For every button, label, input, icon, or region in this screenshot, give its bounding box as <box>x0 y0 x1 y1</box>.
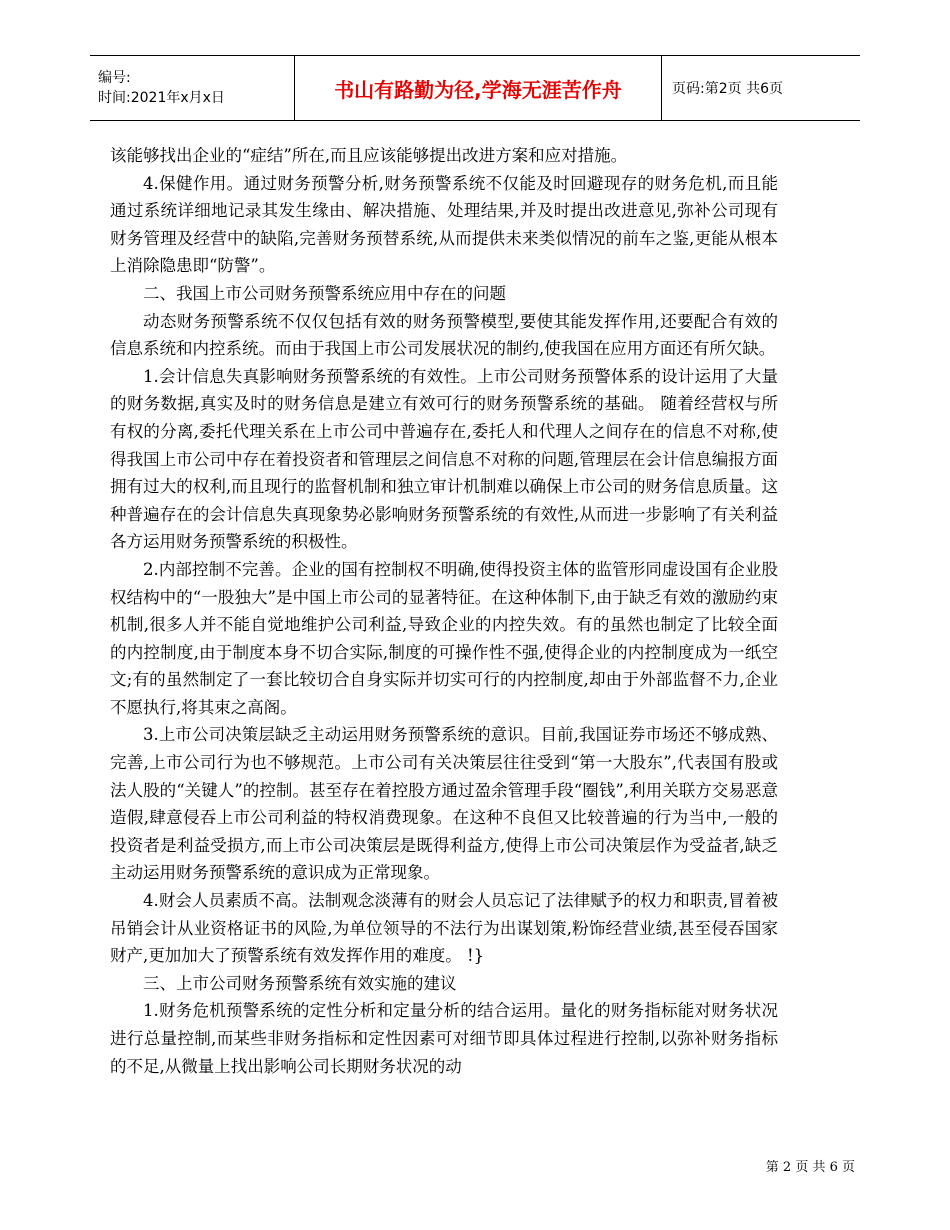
document-body <box>110 142 778 1080</box>
header-meta <box>90 56 295 121</box>
paragraph-decision-layer: 3.上市公司决策层缺乏主动运用财务预警系统的意识。目前,我国证券市场还不够成熟、完善,上市公司行为也不够规范。上市公司有关决策层往往受到“第一大股东”,代表国有股或法人股的“关键人”的控制。甚至存在着控股方通过盈余管理手段“圈钱”,利用关联方交易恶意造假,肆意侵吞上市公司利益的特权消费现象。在这种不良但又比较普遍的行为当中,一般的投资者是利益受损方,而上市公司决策层是既得利益方,使得上市公司决策层作为受益者,缺乏主动运用财务预警系统的意识成为正常现象。 <box>110 725 778 883</box>
header-page-info: 页码:第2页 共6页 <box>662 56 861 121</box>
paragraph-qualitative-quantitative: 1.财务危机预警系统的定性分析和定量分析的结合运用。量化的财务指标能对财务状况进行总量控制,而某些非财务指标和定性因素可对细节即具体过程进行控制,以弥补财务指标的不足,从微量上找出影响公司长期财务状况的动 <box>110 1001 778 1076</box>
paragraph-continuation: 该能够找出企业的“症结”所在,而且应该能够提出改进方案和应对措施。 <box>110 146 628 165</box>
header-motto: 书山有路勤为径,学海无涯苦作舟 <box>295 56 662 121</box>
date-label: 时间:2021年x月x日 <box>98 90 225 106</box>
paragraph-accounting-distortion: 1.会计信息失真影响财务预警系统的有效性。上市公司财务预警体系的设计运用了大量的财务数据,真实及时的财务信息是建立有效可行的财务预警系统的基础。 随着经营权与所有权的分离,委托代理关系在上市公司中普遍存在,委托人和代理人之间存在的信息不对称,使得我国上市公司中存在着投资者和管理层之间信息不对称的问题,管理层在会计信息编报方面拥有过大的权利,而且现行的监督机制和独立审计机制难以确保上市公司的财务信息质量。这种普遍存在的会计信息失真现象势必影响财务预警系统的有效性,从而进一步影响了有关利益各方运用财务预警系统的积极性。 <box>110 366 778 552</box>
section-heading-suggestions: 三、上市公司财务预警系统有效实施的建议 <box>143 973 457 993</box>
number-label: 编号: <box>98 70 131 86</box>
page-header <box>90 55 860 121</box>
section-heading-problems: 二、我国上市公司财务预警系统应用中存在的问题 <box>143 283 506 303</box>
page-footer: 第 2 页 共 6 页 <box>765 1160 855 1175</box>
paragraph-staff-quality: 4.财会人员素质不高。法制观念淡薄有的财会人员忘记了法律赋予的权力和职责,冒着被吊销会计从业资格证书的风险,为单位领导的不法行为出谋划策,粉饰经营业绩,甚至侵吞国家财产,更加加大了预警系统有效发挥作用的难度。 !} <box>110 891 778 966</box>
paragraph-dynamic-warning: 动态财务预警系统不仅仅包括有效的财务预警模型,要使其能发挥作用,还要配合有效的信息系统和内控系统。而由于我国上市公司发展状况的制约,使我国在应用方面还有所欠缺。 <box>110 311 778 359</box>
paragraph-health-function: 4.保健作用。通过财务预警分析,财务预警系统不仅能及时回避现存的财务危机,而且能通过系统详细地记录其发生缘由、解决措施、处理结果,并及时提出改进意见,弥补公司现有财务管理及经营中的缺陷,完善财务预替系统,从而提供未来类似情况的前车之鉴,更能从根本上消除隐患即“防警”。 <box>110 173 778 276</box>
paragraph-internal-control: 2.内部控制不完善。企业的国有控制权不明确,使得投资主体的监管形同虚设国有企业股权结构中的“一股独大”是中国上市公司的显著特征。在这种体制下,由于缺乏有效的激励约束机制,很多人并不能自觉地维护公司利益,导致企业的内控失效。有的虽然也制定了比较全面的内控制度,由于制度本身不切合实际,制度的可操作性不强,使得企业的内控制度成为一纸空文;有的虽然制定了一套比较切合自身实际并切实可行的内控制度,却由于外部监督不力,企业不愿执行,将其束之高阁。 <box>110 559 778 717</box>
